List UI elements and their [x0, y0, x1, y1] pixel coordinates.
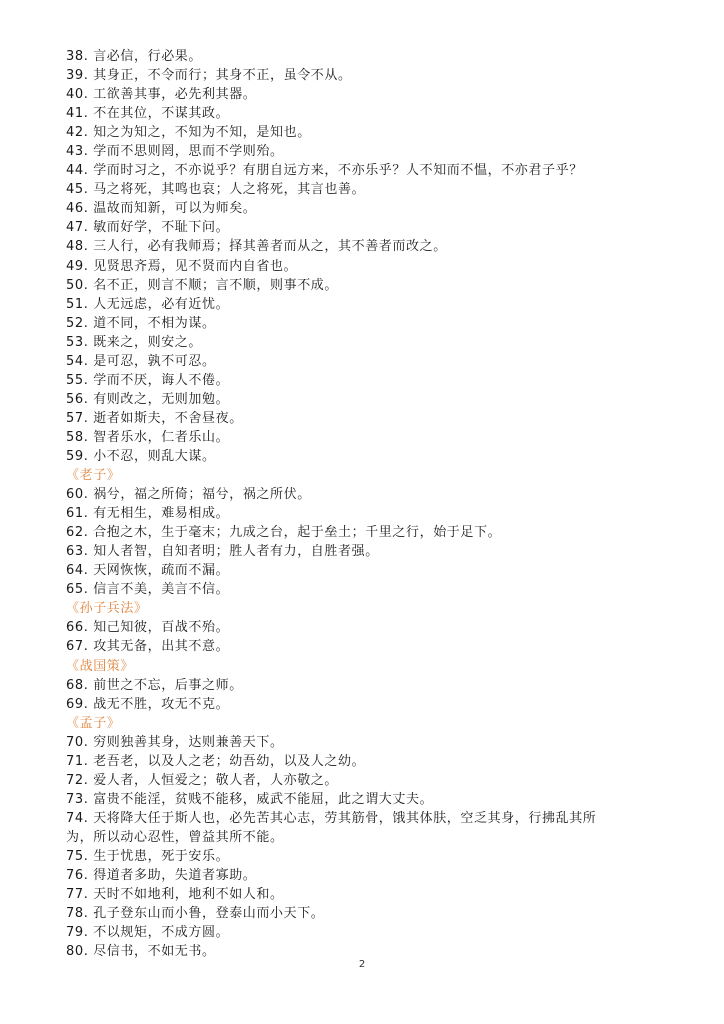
quote-line: 65. 信言不美，美言不信。 — [66, 582, 230, 598]
quote-line: 60. 祸兮，福之所倚；福兮，祸之所伏。 — [66, 487, 311, 503]
quote-line: 62. 合抱之木，生于毫末；九成之台，起于垒土；千里之行，始于足下。 — [66, 525, 502, 541]
quote-line: 63. 知人者智，自知者明；胜人者有力，自胜者强。 — [66, 544, 379, 560]
quote-line: 47. 敏而好学，不耻下问。 — [66, 220, 230, 236]
quote-line: 48. 三人行，必有我师焉；择其善者而从之，其不善者而改之。 — [66, 239, 447, 255]
quote-line: 46. 温故而知新，可以为师矣。 — [66, 201, 257, 217]
quote-line: 71. 老吾老，以及人之老；幼吾幼，以及人之幼。 — [66, 753, 366, 769]
document-body — [66, 47, 686, 961]
quote-line: 57. 逝者如斯夫，不舍昼夜。 — [66, 410, 243, 426]
quote-line: 75. 生于忧患，死于安乐。 — [66, 848, 230, 864]
quote-line: 45. 马之将死，其鸣也哀；人之将死，其言也善。 — [66, 182, 366, 198]
quote-line: 61. 有无相生，难易相成。 — [66, 506, 230, 522]
quote-line: 69. 战无不胜，攻无不克。 — [66, 696, 230, 712]
quote-line: 56. 有则改之，无则加勉。 — [66, 391, 230, 407]
quote-line: 76. 得道者多助，失道者寡助。 — [66, 868, 257, 884]
section-heading: 《孟子》 — [66, 715, 121, 731]
quote-line: 41. 不在其位，不谋其政。 — [66, 106, 230, 122]
quote-line: 68. 前世之不忘，后事之师。 — [66, 677, 243, 693]
quote-line: 53. 既来之，则安之。 — [66, 334, 203, 350]
quote-line: 73. 富贵不能淫，贫贱不能移，威武不能屈，此之谓大丈夫。 — [66, 791, 434, 807]
quote-line: 80. 尽信书，不如无书。 — [66, 944, 216, 960]
quote-line: 74. 天将降大任于斯人也，必先苦其心志，劳其筋骨，饿其体肤，空乏其身，行拂乱其所 — [66, 810, 597, 826]
quote-line: 38. 言必信，行必果。 — [66, 49, 203, 64]
quote-line: 70. 穷则独善其身，达则兼善天下。 — [66, 734, 284, 750]
quote-line: 77. 天时不如地利，地利不如人和。 — [66, 887, 284, 903]
quote-line: 49. 见贤思齐焉，见不贤而内自省也。 — [66, 258, 298, 274]
quote-line: 58. 智者乐水，仁者乐山。 — [66, 429, 230, 445]
quote-line: 64. 天网恢恢，疏而不漏。 — [66, 563, 230, 579]
quote-line: 52. 道不同，不相为谋。 — [66, 315, 216, 331]
quote-line: 40. 工欲善其事，必先利其器。 — [66, 87, 257, 103]
quote-line: 72. 爱人者，人恒爱之；敬人者，人亦敬之。 — [66, 772, 339, 788]
quote-line: 59. 小不忍，则乱大谋。 — [66, 448, 216, 464]
quote-line: 39. 其身正，不令而行；其身不正，虽令不从。 — [66, 68, 352, 84]
quote-line: 44. 学而时习之，不亦说乎？有朋自远方来，不亦乐乎？人不知而不愠，不亦君子乎？ — [66, 163, 583, 179]
quote-line: 67. 攻其无备，出其不意。 — [66, 639, 230, 655]
quote-line: 55. 学而不厌，诲人不倦。 — [66, 372, 230, 388]
quote-line: 为，所以动心忍性，曾益其所不能。 — [66, 829, 284, 845]
quote-line: 42. 知之为知之，不知为不知，是知也。 — [66, 125, 311, 141]
section-heading: 《老子》 — [66, 468, 121, 484]
quote-line: 79. 不以规矩，不成方圆。 — [66, 925, 230, 941]
quote-line: 66. 知己知彼，百战不殆。 — [66, 620, 230, 636]
quote-line: 78. 孔子登东山而小鲁，登泰山而小天下。 — [66, 906, 325, 922]
page-number: 2 — [358, 959, 366, 970]
quote-line: 51. 人无远虑，必有近忧。 — [66, 296, 230, 312]
quote-line: 50. 名不正，则言不顺；言不顺，则事不成。 — [66, 277, 339, 293]
quote-line: 43. 学而不思则罔，思而不学则殆。 — [66, 144, 284, 160]
section-heading: 《孙子兵法》 — [66, 601, 148, 617]
quote-line: 54. 是可忍，孰不可忍。 — [66, 353, 216, 369]
section-heading: 《战国策》 — [66, 658, 135, 674]
